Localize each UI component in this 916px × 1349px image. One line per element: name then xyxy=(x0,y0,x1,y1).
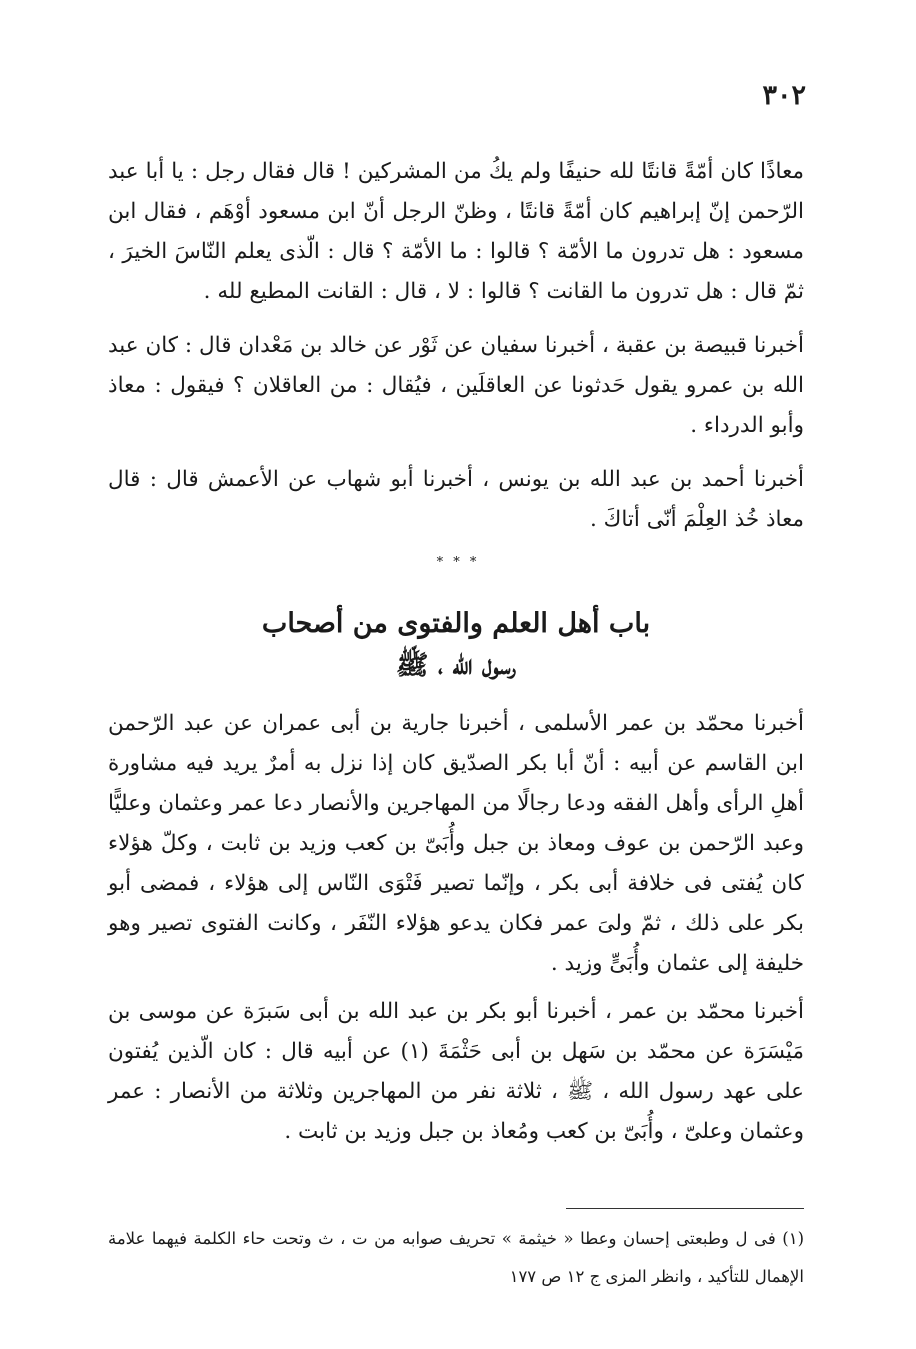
paragraph-qabisa: أخبرنا قبيصة بن عقبة ، أخبرنا سفيان عن ثَوْر عن خالد بن مَعْدان قال : كان عبد الله بن عمرو يقول حَدثونا عن العاقلَين ، فيُقال : من العاقلان ؟ فيقول : معاذ وأبو الدرداء . xyxy=(108,333,804,438)
footnote: (١) فى ل وطبعتى إحسان وعطا « خيثمة » تحريف صوابه من ت ، ث وتحت حاء الكلمة فيهما علامة الإهمال للتأكيد ، وانظر المزى ج ١٢ ص ١٧٧ xyxy=(108,1229,804,1286)
paragraph-continuation: معاذًا كان أمّةً قانتًا لله حنيفًا ولم يكُ من المشركين ! قال فقال رجل : يا أبا عبد الرّحمن إنّ إبراهيم كان أمّةً قانتًا ، وظنّ الرجل أنّ ابن مسعود أوْهَم ، فقال ابن مسعود : هل تدرون ما الأمّة ؟ قالوا : ما الأمّة ؟ قال : الّذى يعلم النّاسَ الخيرَ ، ثمّ قال : هل تدرون ما القانت ؟ قالوا : لا ، قال : القانت المطيع لله . xyxy=(108,159,804,304)
section-title xyxy=(108,603,804,687)
section-title-line-1: باب أهل العلم والفتوى من أصحاب xyxy=(261,608,651,639)
footnote-divider xyxy=(566,1208,804,1209)
paragraph-abu-bakr: أخبرنا محمّد بن عمر الأسلمى ، أخبرنا جارية بن أبى عمران عن عبد الرّحمن ابن القاسم عن أبيه : أنّ أبا بكر الصدّيق كان إذا نزل به أمرٌ يريد فيه مشاورة أهلِ الرأى وأهل الفقه ودعا رجالًا من المهاجرين والأنصار دعا عمر وعثمان وعليًّا وعبد الرّحمن بن عوف ومعاذ بن جبل وأُبَىّ بن كعب وزيد بن ثابت ، وكلّ هؤلاء كان يُفتى فى خلافة أبى بكر ، وإنّما تصير فَتْوَى النّاس إلى هؤلاء ، فمضى أبو بكر على ذلك ، ثمّ ولىَ عمر فكان يدعو هؤلاء النّفَر ، وكانت الفتوى تصير وهو خليفة إلى عثمان وأُبَىٍّ وزيد . xyxy=(108,711,804,976)
paragraph-muftis: أخبرنا محمّد بن عمر ، أخبرنا أبو بكر بن عبد الله بن أبى سَبرَة عن موسى بن مَيْسَرَة عن محمّد بن سَهل بن أبى حَثْمَةَ (١) عن أبيه قال : كان الّذين يُفتون على عهد رسول الله ، ﷺ ، ثلاثة نفر من المهاجرين وثلاثة من الأنصار : عمر وعثمان وعلىّ ، وأُبَىّ بن كعب ومُعاذ بن جبل وزيد بن ثابت . xyxy=(108,999,804,1144)
paragraph-ahmad: أخبرنا أحمد بن عبد الله بن يونس ، أخبرنا أبو شهاب عن الأعمش قال : قال معاذ خُذ العِلْمَ أنّى أتاكَ . xyxy=(108,467,804,532)
section-title-line-2: رسول الله ، ﷺ xyxy=(395,650,517,681)
page-number: ٣٠٢ xyxy=(762,80,806,111)
section-separator: * * * xyxy=(436,555,480,570)
